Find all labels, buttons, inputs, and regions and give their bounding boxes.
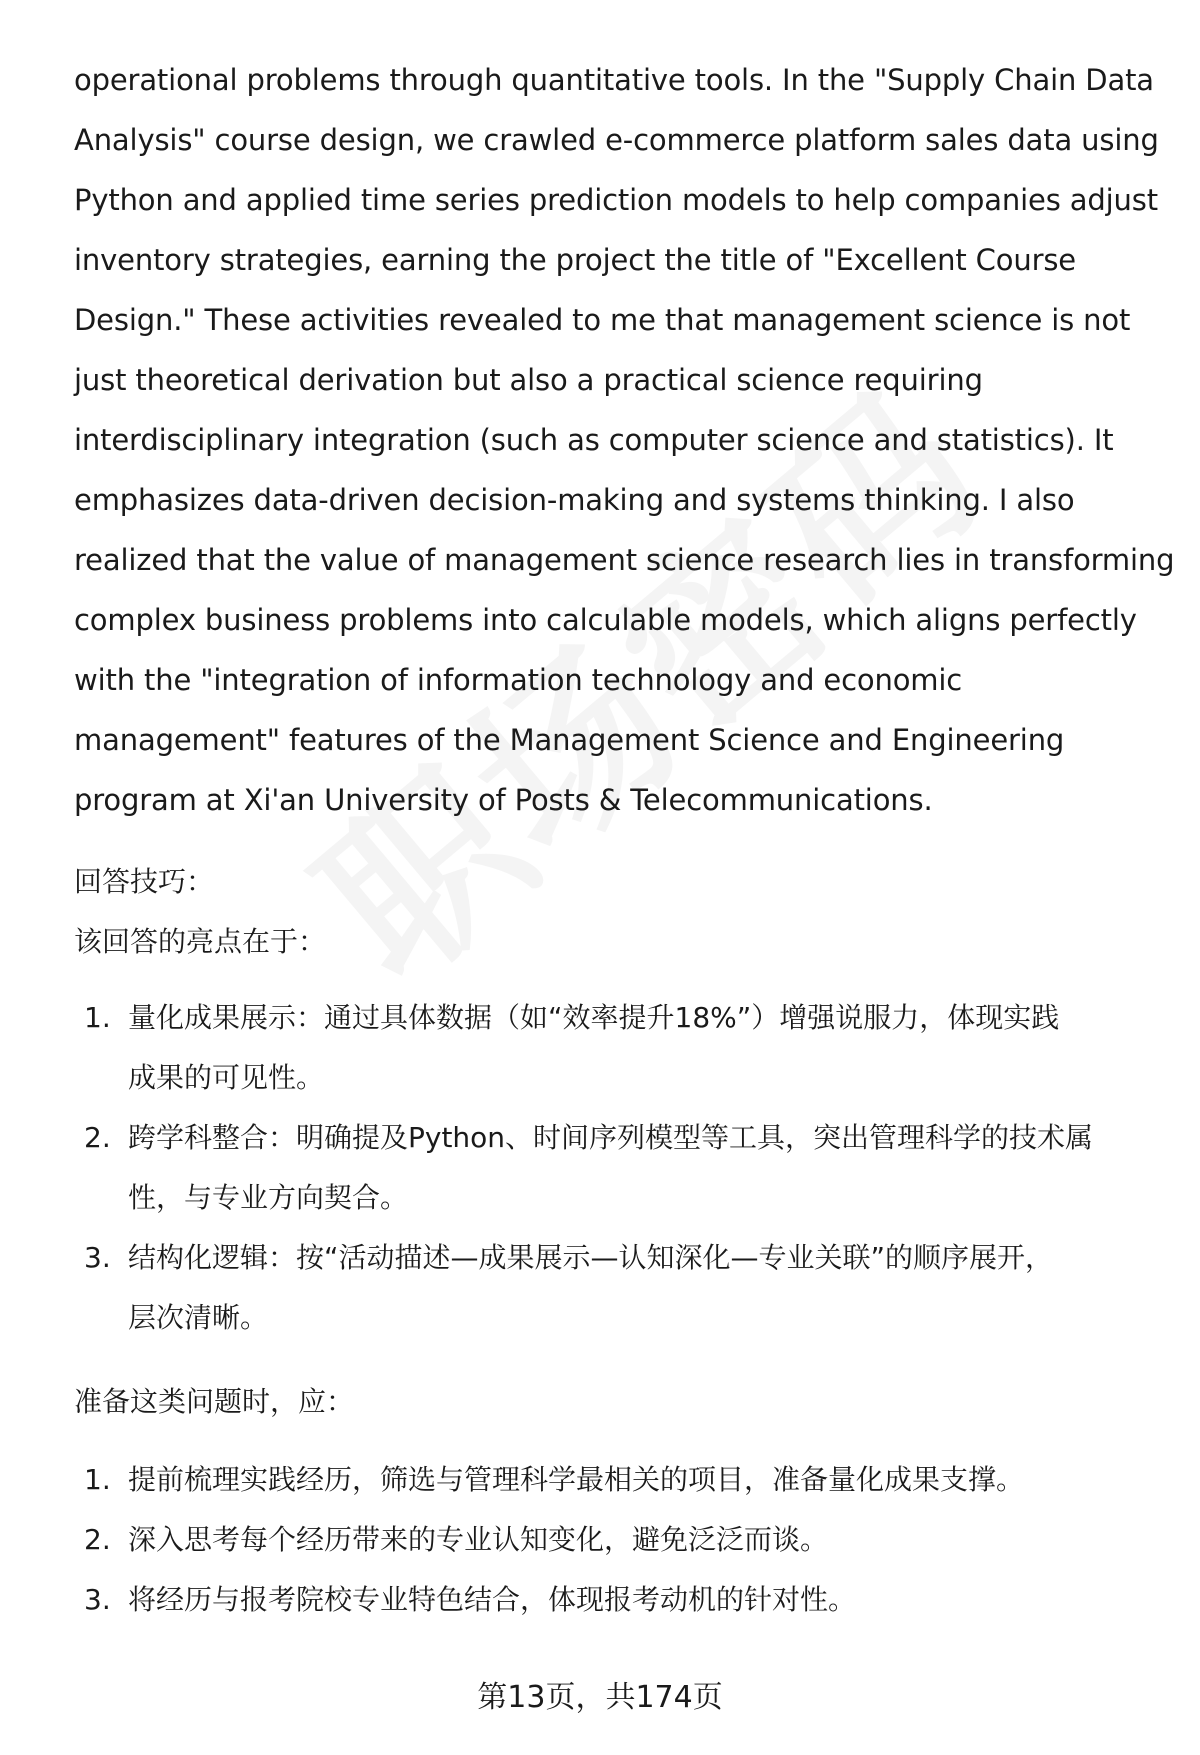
paragraph-line: emphasizes data-driven decision-making and systems thinking. I also [74,483,1075,517]
paragraph-line: Python and applied time series prediction models to help companies adjust [74,183,1158,217]
list-item [74,1228,1154,1348]
list-item [74,1108,1154,1228]
list-item-line: 跨学科整合：明确提及Python、时间序列模型等工具，突出管理科学的技术属 [128,1121,1094,1154]
prepare-list [74,1450,1154,1630]
list-item-line: 性，与专业方向契合。 [128,1181,409,1214]
list-number: 3. [84,1241,111,1274]
tips-label: 回答技巧： [74,865,215,898]
paragraph-line: just theoretical derivation but also a practical science requiring [74,363,983,397]
list-item [74,1450,1154,1510]
list-number: 1. [84,1001,111,1034]
paragraph-line: complex business problems into calculable models, which aligns perfectly [74,603,1137,637]
list-item [74,1570,1154,1630]
page-content [74,50,1175,1630]
list-number: 1. [84,1463,111,1496]
page-footer: 第13页，共174页 [477,1680,723,1715]
paragraph-line: inventory strategies, earning the project the title of "Excellent Course [74,243,1076,277]
list-item-text: 提前梳理实践经历，筛选与管理科学最相关的项目，准备量化成果支撑。 [128,1463,1025,1496]
list-item-line: 层次清晰。 [128,1301,269,1334]
prepare-label: 准备这类问题时，应： [74,1385,355,1418]
list-item-line: 结构化逻辑：按“活动描述—成果展示—认知深化—专业关联”的顺序展开， [128,1241,1054,1274]
list-number: 2. [84,1121,111,1154]
paragraph-line: interdisciplinary integration (such as computer science and statistics). It [74,423,1114,457]
list-item [74,1510,1154,1570]
highlights-list [74,988,1154,1348]
highlights-label: 该回答的亮点在于： [74,925,327,958]
list-item-text: 深入思考每个经历带来的专业认知变化，避免泛泛而谈。 [128,1523,829,1556]
paragraph-line: management" features of the Management Science and Engineering [74,723,1065,757]
paragraph-line: Analysis" course design, we crawled e-commerce platform sales data using [74,123,1159,157]
paragraph-line: operational problems through quantitative tools. In the "Supply Chain Data [74,63,1154,97]
paragraph-line: program at Xi'an University of Posts & Telecommunications. [74,783,933,817]
list-item [74,988,1154,1108]
list-item-text: 将经历与报考院校专业特色结合，体现报考动机的针对性。 [128,1583,857,1616]
list-item-line: 量化成果展示：通过具体数据（如“效率提升18%”）增强说服力，体现实践 [128,1001,1060,1034]
paragraph-line: Design." These activities revealed to me that management science is not [74,303,1131,337]
list-item-line: 成果的可见性。 [128,1061,325,1094]
paragraph-line: realized that the value of management science research lies in transforming [74,543,1175,577]
list-number: 3. [84,1583,111,1616]
paragraph-line: with the "integration of information technology and economic [74,663,963,697]
list-number: 2. [84,1523,111,1556]
answer-paragraph [74,50,1175,830]
